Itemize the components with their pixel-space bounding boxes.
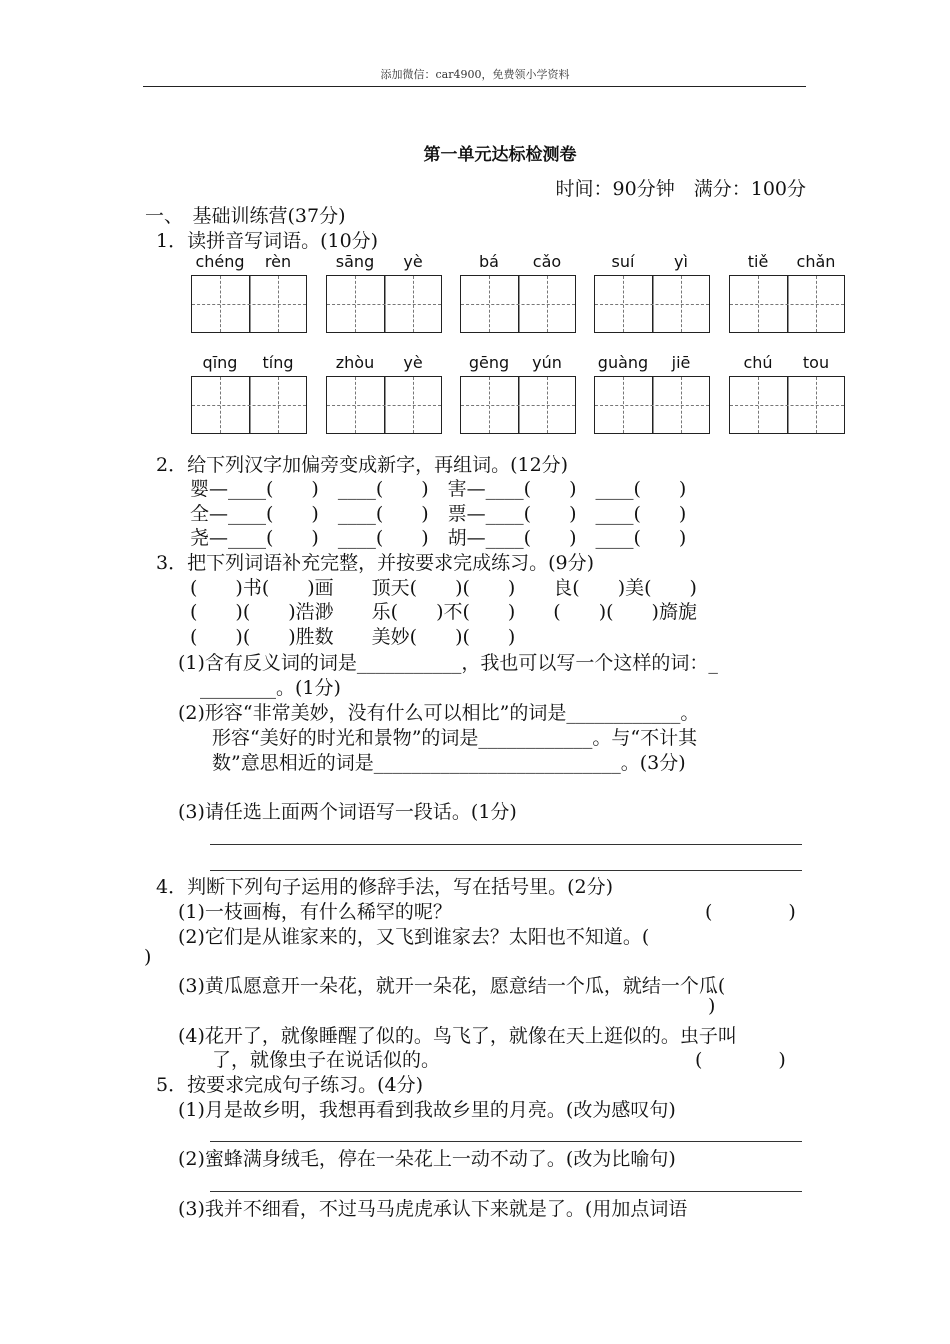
q2-line: 全—____( ) ____( ) 票—____( ) ____( ) xyxy=(190,503,687,525)
writing-box[interactable] xyxy=(460,275,576,333)
writing-box[interactable] xyxy=(729,376,845,434)
pinyin-syllable: cǎo xyxy=(532,252,562,271)
writing-box[interactable] xyxy=(594,376,710,434)
q4-label: 4．判断下列句子运用的修辞手法，写在括号里。(2分) xyxy=(156,876,614,898)
pinyin-syllable: yì xyxy=(674,252,688,271)
q3-sub3: (3)请任选上面两个词语写一段话。(1分) xyxy=(178,801,517,823)
header-note: 添加微信：car4900，免费领小学资料 xyxy=(380,68,570,81)
q3-line: ( )( )胜数 美妙( )( ) xyxy=(190,626,516,648)
q5-sentence: (1)月是故乡明，我想再看到我故乡里的月亮。(改为感叹句) xyxy=(178,1099,676,1121)
writing-box[interactable] xyxy=(326,376,442,434)
pinyin-syllable: jiē xyxy=(671,353,691,372)
q5-sentence: (3)我并不细看，不过马马虎虎承认下来就是了。(用加点词语 xyxy=(178,1198,688,1220)
pinyin-syllable: chéng xyxy=(195,252,245,271)
q4-sentence-cont: 了，就像虫子在说话似的。 xyxy=(212,1049,441,1071)
q4-sentence: (3)黄瓜愿意开一朵花，就开一朵花，愿意结一个瓜，就结一个瓜( xyxy=(178,975,726,997)
pinyin-syllable: rèn xyxy=(264,252,292,271)
answer-parens[interactable]: ( ) xyxy=(705,901,796,923)
pinyin-syllable: sāng xyxy=(335,252,375,271)
pinyin-syllable: yún xyxy=(532,353,562,372)
q2-line: 婴—____( ) ____( ) 害—____( ) ____( ) xyxy=(190,478,687,500)
q3-line: ( )( )浩渺 乐( )不( ) ( )( )旖旎 xyxy=(190,601,697,623)
q3-sub1-cont: ________。(1分) xyxy=(200,677,341,699)
answer-paren-close[interactable]: ) xyxy=(144,946,152,968)
q1-label: 1．读拼音写词语。(10分) xyxy=(156,230,379,252)
q5-label: 5．按要求完成句子练习。(4分) xyxy=(156,1074,424,1096)
answer-line[interactable] xyxy=(210,870,802,871)
q4-sentence: (4)花开了，就像睡醒了似的。鸟飞了，就像在天上逛似的。虫子叫 xyxy=(178,1025,737,1047)
exam-meta: 时间：90分钟 满分：100分 xyxy=(555,178,806,200)
pinyin-syllable: guàng xyxy=(597,353,649,372)
pinyin-syllable: zhòu xyxy=(335,353,375,372)
pinyin-syllable: qīng xyxy=(202,353,238,372)
pinyin-syllable: suí xyxy=(611,252,635,271)
q2-line: 尧—____( ) ____( ) 胡—____( ) ____( ) xyxy=(190,527,687,549)
writing-box[interactable] xyxy=(460,376,576,434)
answer-parens[interactable]: ( ) xyxy=(695,1049,786,1071)
writing-box[interactable] xyxy=(729,275,845,333)
pinyin-syllable: gēng xyxy=(468,353,510,372)
section-heading: 一、 基础训练营(37分) xyxy=(145,205,346,227)
pinyin-syllable: chú xyxy=(743,353,773,372)
answer-paren-close[interactable]: ) xyxy=(708,995,716,1017)
writing-box[interactable] xyxy=(191,275,307,333)
q3-line: ( )书( )画 顶天( )( ) 良( )美( ) xyxy=(190,577,697,599)
pinyin-syllable: bá xyxy=(479,252,499,271)
pinyin-syllable: tiě xyxy=(747,252,769,271)
header-rule xyxy=(143,86,806,87)
writing-box[interactable] xyxy=(594,275,710,333)
page-title: 第一单元达标检测卷 xyxy=(423,145,577,165)
q3-sub2-cont: 形容“美好的时光和景物”的词是____________。与“不计其 xyxy=(212,727,698,749)
q3-sub2-cont: 数”意思相近的词是__________________________。(3分) xyxy=(212,752,686,774)
q2-label: 2．给下列汉字加偏旁变成新字，再组词。(12分) xyxy=(156,454,569,476)
writing-box[interactable] xyxy=(326,275,442,333)
answer-line[interactable] xyxy=(210,844,802,845)
writing-box[interactable] xyxy=(191,376,307,434)
q3-sub1: (1)含有反义词的词是___________，我也可以写一个这样的词：_ xyxy=(178,652,718,674)
q4-sentence: (2)它们是从谁家来的，又飞到谁家去？太阳也不知道。( xyxy=(178,926,650,948)
q3-sub2: (2)形容“非常美妙，没有什么可以相比”的词是____________。 xyxy=(178,702,700,724)
answer-line[interactable] xyxy=(210,1141,802,1142)
pinyin-syllable: tou xyxy=(802,353,830,372)
pinyin-syllable: tíng xyxy=(262,353,294,372)
q3-label: 3．把下列词语补充完整，并按要求完成练习。(9分) xyxy=(156,552,595,574)
q4-sentence: (1)一枝画梅，有什么稀罕的呢？ xyxy=(178,901,452,923)
q5-sentence: (2)蜜蜂满身绒毛，停在一朵花上一动不动了。(改为比喻句) xyxy=(178,1148,676,1170)
pinyin-syllable: chǎn xyxy=(796,252,836,271)
pinyin-syllable: yè xyxy=(403,353,423,372)
answer-line[interactable] xyxy=(210,1191,802,1192)
pinyin-syllable: yè xyxy=(403,252,423,271)
